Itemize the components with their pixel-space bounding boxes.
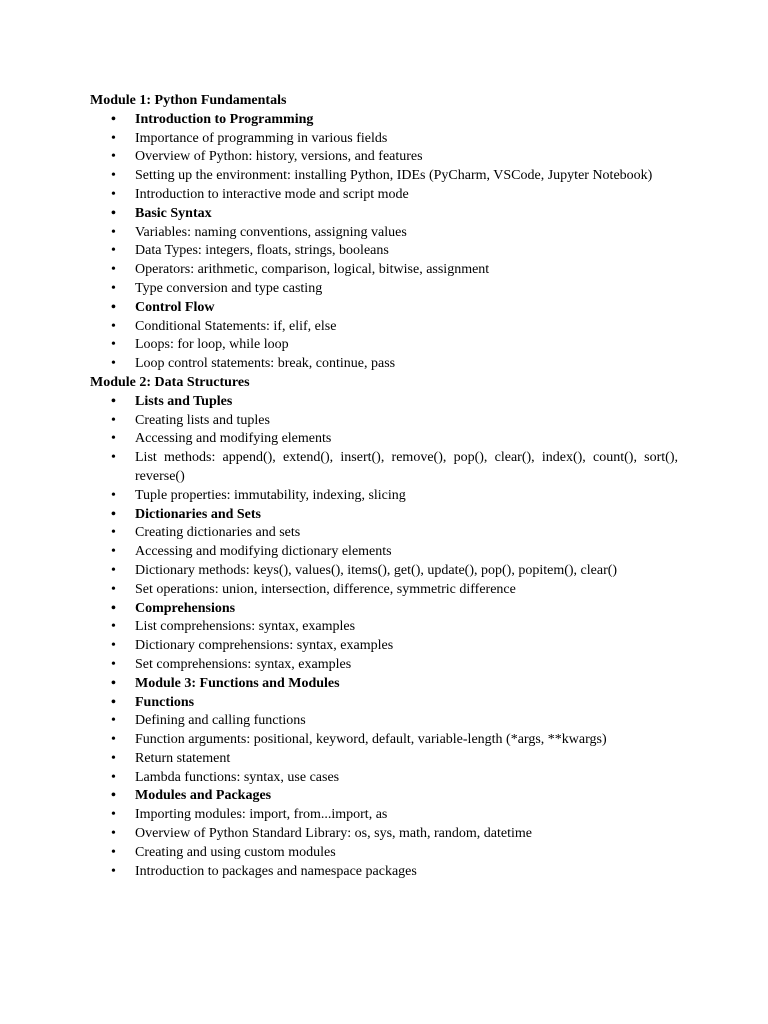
topic-item: • Accessing and modifying dictionary elements <box>90 543 678 562</box>
topic-subheading: • Comprehensions <box>90 600 678 619</box>
module-heading: Module 2: Data Structures <box>90 374 250 390</box>
topic-item: • List methods: append(), extend(), insert(), remove(), pop(), clear(), index(), count(), sort(), reverse() <box>90 449 678 487</box>
topic-item: • Defining and calling functions <box>90 712 678 731</box>
topic-item: • Lambda functions: syntax, use cases <box>90 769 678 788</box>
topic-item: • Overview of Python: history, versions, and features <box>90 148 678 167</box>
topic-item: • Importance of programming in various fields <box>90 130 678 149</box>
topic-subheading: • Modules and Packages <box>90 787 678 806</box>
topic-item: • Conditional Statements: if, elif, else <box>90 318 678 337</box>
topic-item: • Overview of Python Standard Library: os, sys, math, random, datetime <box>90 825 678 844</box>
topic-item: • Introduction to packages and namespace packages <box>90 863 678 882</box>
document-content <box>90 92 678 881</box>
topic-item: • Introduction to interactive mode and script mode <box>90 186 678 205</box>
module-section <box>90 92 678 374</box>
topic-subheading: • Control Flow <box>90 299 678 318</box>
topic-item: • Creating lists and tuples <box>90 412 678 431</box>
topic-item: • Setting up the environment: installing Python, IDEs (PyCharm, VSCode, Jupyter Notebook) <box>90 167 678 186</box>
topic-item: • Type conversion and type casting <box>90 280 678 299</box>
topic-item: • Set comprehensions: syntax, examples <box>90 656 678 675</box>
topic-item: • Creating and using custom modules <box>90 844 678 863</box>
topic-item: • Importing modules: import, from...import, as <box>90 806 678 825</box>
topic-item: • Set operations: union, intersection, difference, symmetric difference <box>90 581 678 600</box>
topic-subheading: • Dictionaries and Sets <box>90 506 678 525</box>
topic-item: • Loop control statements: break, continue, pass <box>90 355 678 374</box>
topic-item: • List comprehensions: syntax, examples <box>90 618 678 637</box>
topic-item: • Tuple properties: immutability, indexing, slicing <box>90 487 678 506</box>
topic-subheading: • Functions <box>90 694 678 713</box>
topic-subheading: • Introduction to Programming <box>90 111 678 130</box>
topic-item: • Return statement <box>90 750 678 769</box>
topic-item: • Function arguments: positional, keyword, default, variable-length (*args, **kwargs) <box>90 731 678 750</box>
topic-item: • Data Types: integers, floats, strings, booleans <box>90 242 678 261</box>
topic-item: • Loops: for loop, while loop <box>90 336 678 355</box>
topic-list <box>90 111 678 374</box>
topic-item: • Variables: naming conventions, assigning values <box>90 224 678 243</box>
topic-item: • Operators: arithmetic, comparison, logical, bitwise, assignment <box>90 261 678 280</box>
module-section <box>90 374 678 882</box>
topic-item: • Dictionary methods: keys(), values(), items(), get(), update(), pop(), popitem(), clear() <box>90 562 678 581</box>
module-heading: Module 1: Python Fundamentals <box>90 93 287 108</box>
topic-item: • Creating dictionaries and sets <box>90 524 678 543</box>
topic-subheading: • Lists and Tuples <box>90 393 678 412</box>
module-heading-bullet: • Module 3: Functions and Modules <box>90 675 678 694</box>
topic-item: • Dictionary comprehensions: syntax, examples <box>90 637 678 656</box>
topic-item: • Accessing and modifying elements <box>90 430 678 449</box>
topic-subheading: • Basic Syntax <box>90 205 678 224</box>
topic-list <box>90 393 678 882</box>
